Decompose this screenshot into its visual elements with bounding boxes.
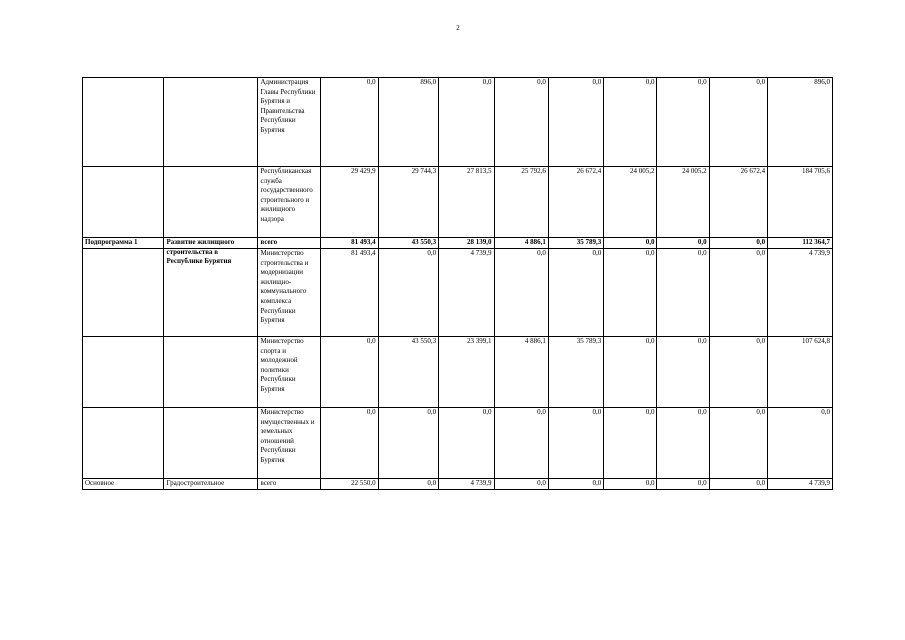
value-cell: 0,0 [657,249,709,337]
value-cell: 0,0 [604,479,657,490]
executor-cell: всего [258,238,321,249]
value-cell: 0,0 [709,337,767,408]
value-cell: 43 550,3 [378,337,439,408]
value-cell: 0,0 [709,78,767,167]
value-cell: 23 399,1 [439,337,494,408]
value-cell: 27 813,5 [439,167,494,238]
table-row [83,78,833,167]
value-cell: 0,0 [657,238,709,249]
program-name-cell: Градостроительное [164,479,258,490]
executor-cell: Министерство имущественных и земельных отношений Республики Бурятия [258,408,321,479]
table-row [83,479,833,490]
program-cell [83,78,164,167]
program-name-cell [164,78,258,167]
value-cell: 43 550,3 [378,238,439,249]
total-cell: 107 624,8 [768,337,833,408]
value-cell: 4 739,9 [439,479,494,490]
program-cell: Подпрограмма 1 [83,238,164,249]
value-cell: 0,0 [378,249,439,337]
value-cell: 29 744,3 [378,167,439,238]
value-cell: 0,0 [378,479,439,490]
table-row [83,238,833,249]
value-cell: 0,0 [321,408,378,479]
program-name-cell [164,408,258,479]
value-cell: 0,0 [657,479,709,490]
value-cell: 81 493,4 [321,249,378,337]
value-cell: 0,0 [709,249,767,337]
value-cell: 4 739,9 [439,249,494,337]
value-cell: 0,0 [604,249,657,337]
program-name-cell [164,167,258,238]
value-cell: 0,0 [604,78,657,167]
value-cell: 0,0 [604,408,657,479]
value-cell: 0,0 [709,479,767,490]
value-cell: 0,0 [321,78,378,167]
program-cell [83,167,164,238]
value-cell: 35 789,3 [548,238,603,249]
page-number: 2 [456,24,460,32]
total-cell: 112 364,7 [768,238,833,249]
value-cell: 25 792,6 [494,167,548,238]
program-cell: Основное [83,479,164,490]
total-cell: 4 739,9 [768,479,833,490]
value-cell: 0,0 [709,408,767,479]
value-cell: 81 493,4 [321,238,378,249]
value-cell: 0,0 [439,78,494,167]
value-cell: 0,0 [657,337,709,408]
total-cell: 0,0 [768,408,833,479]
value-cell: 24 005,2 [657,167,709,238]
value-cell: 0,0 [548,479,603,490]
executor-cell: Министерство спорта и молодежной политики Республики Бурятия [258,337,321,408]
table-body [83,78,833,490]
value-cell: 24 005,2 [604,167,657,238]
total-cell: 896,0 [768,78,833,167]
value-cell: 896,0 [378,78,439,167]
value-cell: 0,0 [548,78,603,167]
executor-cell: Республиканская служба государственного строительного и жилищного надзора [258,167,321,238]
value-cell: 0,0 [494,408,548,479]
value-cell: 0,0 [548,408,603,479]
value-cell: 0,0 [709,238,767,249]
table-row [83,337,833,408]
value-cell: 35 789,3 [548,337,603,408]
value-cell: 26 672,4 [548,167,603,238]
value-cell: 4 886,1 [494,337,548,408]
executor-cell: Администрация Главы Республики Бурятия и Правительства Республики Бурятия [258,78,321,167]
program-name-cell [164,238,258,266]
total-cell: 4 739,9 [768,249,833,337]
value-cell: 0,0 [548,249,603,337]
program-cell [83,249,164,337]
value-cell: 0,0 [657,78,709,167]
value-cell: 0,0 [494,249,548,337]
program-cell [83,408,164,479]
budget-table [82,77,833,490]
value-cell: 0,0 [378,408,439,479]
table-row [83,408,833,479]
value-cell: 0,0 [321,337,378,408]
value-cell: 0,0 [604,238,657,249]
executor-cell: всего [258,479,321,490]
value-cell: 0,0 [604,337,657,408]
program-name-cell [164,337,258,408]
value-cell: 0,0 [494,479,548,490]
value-cell: 0,0 [494,78,548,167]
executor-cell: Министерство строительства и модернизации жилищно-коммунального комплекса Республики Бурятия [258,249,321,337]
table-row [83,167,833,238]
total-cell: 184 705,6 [768,167,833,238]
value-cell: 0,0 [439,408,494,479]
program-cell [83,337,164,408]
value-cell: 0,0 [657,408,709,479]
value-cell: 29 429,9 [321,167,378,238]
value-cell: 4 886,1 [494,238,548,249]
program-name-text: Развитие жилищного строительства в Республике Бурятия [166,238,235,266]
value-cell: 26 672,4 [709,167,767,238]
value-cell: 28 139,0 [439,238,494,249]
value-cell: 22 550,0 [321,479,378,490]
